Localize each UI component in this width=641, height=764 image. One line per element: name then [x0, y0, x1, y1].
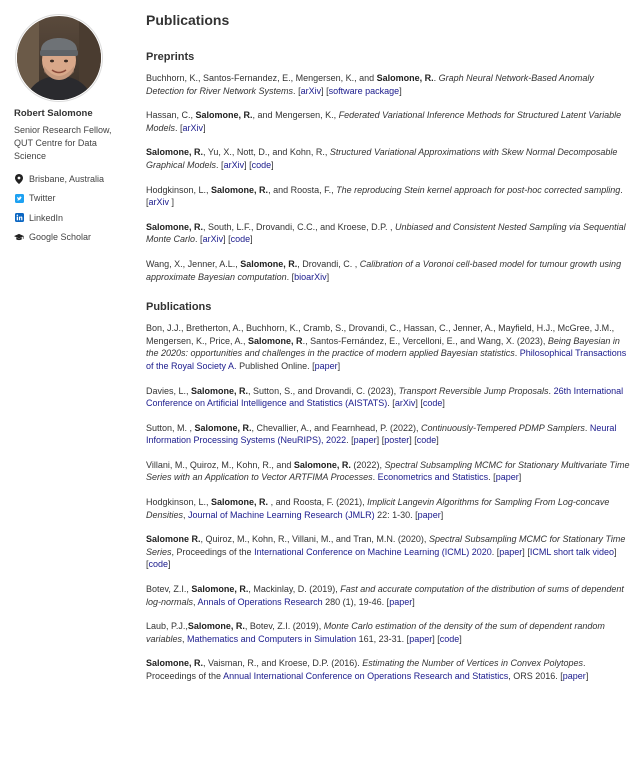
resource-link[interactable]: code	[422, 398, 443, 409]
location-row	[14, 169, 134, 189]
resource-link[interactable]: code	[251, 159, 272, 170]
publication-entry: Davies, L., Salomone, R., Sutton, S., and Drovandi, C. (2023), Transport Reversible Jump Proposals. 26th International Conference on Artificial Intelligence and Statistics (AISTATS). [arXiv] [code]	[146, 385, 624, 409]
entry-authors-rest: , Quiroz, M., Kohn, R., Villani, M., and Tran, M.N. (2020),	[200, 534, 429, 545]
entry-venue-prefix: .	[195, 234, 201, 245]
entry-venue-suffix: 22: 1-30.	[374, 509, 416, 520]
resource-link[interactable]: paper	[499, 546, 523, 557]
resource-link[interactable]: arXiv	[300, 85, 322, 96]
venue-link[interactable]: Journal of Machine Learning Research (JMLR)	[188, 509, 375, 520]
highlighted-author: Salomone, R.	[191, 385, 249, 396]
resource-link[interactable]: ICML short talk video	[529, 546, 615, 557]
publication-entry: Salomone, R., South, L.F., Drovandi, C.C., and Kroese, D.P. , Unbiased and Consistent Nested Sampling via Sequential Monte Carlo. [arXiv] [code]	[146, 221, 626, 245]
resource-link[interactable]: poster	[384, 435, 410, 446]
entry-authors: Wang, X., Jenner, A.L.,	[146, 258, 241, 269]
entry-venue-prefix: .	[286, 271, 292, 282]
highlighted-author: Salomone, R.	[240, 258, 298, 269]
highlighted-author: Salomone, R	[248, 335, 303, 346]
entry-title: Monte Carlo estimation of the density of the sum of dependent random variables	[146, 621, 605, 644]
map-pin-icon	[14, 174, 24, 184]
entry-authors: Sutton, M. ,	[146, 422, 195, 433]
publications-list	[146, 322, 634, 682]
entry-venue-prefix: .	[584, 422, 590, 433]
highlighted-author: Salomone, R.	[146, 658, 204, 669]
entry-authors-rest: ., Santos-Fernández, E., Vercelloni, E., and Wang, X. (2023),	[302, 335, 548, 346]
avatar	[15, 14, 103, 102]
publication-entry: Laub, P.J.,Salomone, R., Botev, Z.I. (2019), Monte Carlo estimation of the density of the sum of dependent random variables, Mathematics and Computers in Simulation 161, 23-31. [paper] [code]	[146, 621, 605, 644]
google-scholar-link[interactable]	[14, 228, 134, 248]
entry-venue-prefix: ,	[183, 509, 189, 520]
entry-authors-rest: , Botev, Z.I. (2019),	[244, 621, 324, 632]
entry-venue-prefix: . Proceedings of the	[146, 658, 586, 681]
preprints-heading: Preprints	[146, 51, 195, 63]
entry-title: Implicit Langevin Algorithms for Sampling From Log-concave Densities	[146, 497, 610, 520]
entry-authors-rest: (2022),	[350, 459, 385, 470]
entry-title: Graph Neural Network-Based Anomaly Detection for River Network Systems	[146, 73, 594, 96]
entry-venue-prefix: .	[175, 122, 181, 133]
resource-link[interactable]: arXiv	[182, 122, 204, 133]
entry-title: The reproducing Stein kernel approach for post-hoc corrected sampling	[336, 184, 621, 195]
resource-link[interactable]: software package	[328, 85, 400, 96]
resource-link[interactable]: paper	[417, 509, 441, 520]
resource-link[interactable]: code	[416, 435, 437, 446]
publication-entry: Villani, M., Quiroz, M., Kohn, R., and Salomone, R. (2022), Spectral Subsampling MCMC for Stationary Multivariate Time Series with an Application to Vector ARTFIMA Processes. Econometrics and Statistics. [paper]	[146, 459, 630, 483]
google-scholar-label: Google Scholar	[29, 232, 92, 243]
entry-venue-suffix: .	[346, 435, 352, 446]
entry-authors-rest: .	[433, 73, 439, 83]
linkedin-label: LinkedIn	[29, 212, 64, 223]
venue-link[interactable]: Annals of Operations Research	[197, 596, 323, 607]
resource-link[interactable]: arXiv	[202, 234, 224, 245]
entry-authors: Hassan, C.,	[146, 110, 196, 121]
author-name: Robert Salomone	[14, 108, 93, 119]
publications-heading: Publications	[146, 301, 212, 314]
entry-venue-prefix: ,	[182, 633, 188, 644]
resource-link[interactable]: paper	[562, 671, 586, 681]
entry-title: Unbiased and Consistent Nested Sampling via Sequential Monte Carlo	[146, 221, 626, 245]
venue-link[interactable]: Neural Information Processing Systems (NeuRIPS), 2022	[146, 422, 617, 446]
entry-title: Fast and accurate computation of the distribution of sums of dependent log-normals	[146, 584, 624, 607]
highlighted-author: Salomone, R.	[146, 221, 204, 232]
entry-authors-rest: , Mackinlay, D. (2019),	[248, 584, 341, 595]
highlighted-author: Salomone, R.	[187, 621, 245, 632]
entry-venue-suffix: 161, 23-31.	[356, 633, 407, 644]
entry-authors: Hodgkinson, L.,	[146, 497, 212, 508]
entry-authors-rest: , Chevallier, A., and Fearnhead, P. (2022),	[251, 422, 421, 433]
resource-link[interactable]: paper	[389, 596, 413, 607]
entry-title: Being Bayesian in the 2020s: opportunities and challenges in the practice of modern applied Bayesian statistics	[146, 335, 620, 359]
entry-venue-suffix: .	[387, 398, 393, 409]
main-content	[146, 12, 634, 695]
resource-link[interactable]: paper	[353, 435, 377, 446]
linkedin-link[interactable]	[14, 208, 134, 228]
entry-title: Spectral Subsampling MCMC for Stationary Multivariate Time Series with an Application to Vector ARTFIMA Processes	[146, 459, 630, 483]
highlighted-author: Salomone, R.	[211, 497, 269, 508]
author-bio: Senior Research Fellow, QUT Centre for Data Science	[14, 125, 112, 161]
venue-link[interactable]: Mathematics and Computers in Simulation	[187, 633, 357, 644]
resource-link[interactable]: paper	[409, 633, 433, 644]
entry-authors-rest: , Yu, X., Nott, D., and Kohn, R.,	[203, 147, 330, 158]
entry-title: Transport Reversible Jump Proposals	[398, 385, 549, 396]
entry-venue-prefix: .	[548, 385, 554, 396]
entry-venue-suffix: , ORS 2016.	[508, 671, 561, 681]
entry-venue-prefix: .	[620, 184, 623, 195]
entry-title: Federated Variational Inference Methods for Structured Latent Variable Models	[146, 110, 622, 133]
entry-title: Continuously-Tempered PDMP Samplers	[421, 422, 585, 433]
entry-authors-rest: , and Mengersen, K.,	[252, 110, 339, 121]
entry-venue-suffix: 280 (1), 19-46.	[322, 596, 387, 607]
resource-link[interactable]: arXiv	[394, 398, 416, 409]
highlighted-author: Salomone, R.	[195, 110, 253, 121]
entry-authors: Villani, M., Quiroz, M., Kohn, R., and	[146, 459, 294, 470]
highlighted-author: Salomone, R.	[376, 73, 434, 83]
entry-authors: Hodgkinson, L.,	[146, 184, 212, 195]
twitter-icon	[14, 193, 24, 203]
entry-title: Structured Variational Approximations with Skew Normal Decomposable Graphical Models	[146, 147, 618, 170]
publication-entry: Hassan, C., Salomone, R., and Mengersen, K., Federated Variational Inference Methods for Structured Latent Variable Models. [arXiv]	[146, 110, 622, 133]
author-sidebar	[14, 14, 134, 247]
entry-authors: Laub, P.J.,	[146, 621, 188, 632]
entry-venue-suffix: Published Online.	[236, 360, 313, 371]
entry-venue-prefix: .	[372, 472, 378, 483]
preprints-list	[146, 72, 634, 283]
entry-authors-rest: , and Roosta, F.,	[268, 184, 337, 195]
highlighted-author: Salomone, R.	[293, 459, 351, 470]
publication-entry: Salomone, R., Yu, X., Nott, D., and Kohn, R., Structured Variational Approximations with Skew Normal Decomposable Graphical Models. [arXiv] [code]	[146, 147, 618, 170]
entry-venue-suffix: .	[491, 546, 497, 557]
resource-link[interactable]: code	[148, 559, 169, 570]
venue-link[interactable]: Annual International Conference on Operations Research and Statistics	[223, 671, 509, 681]
entry-title: Spectral Subsampling MCMC for Stationary Time Series	[146, 534, 626, 557]
highlighted-author: Salomone, R.	[191, 584, 249, 595]
entry-authors-rest: , Vaisman, R., and Kroese, D.P. (2016).	[203, 658, 363, 669]
highlighted-author: Salomone, R.	[194, 422, 252, 433]
publication-entry: Hodgkinson, L., Salomone, R. , and Roosta, F. (2021), Implicit Langevin Algorithms for Sampling From Log-concave Densities, Journal of Machine Learning Research (JMLR) 22: 1-30. [paper]	[146, 497, 610, 520]
entry-title: Estimating the Number of Vertices in Convex Polytopes	[362, 658, 584, 669]
entry-venue-prefix: .	[293, 85, 299, 96]
entry-venue-prefix: , Proceedings of the	[171, 546, 255, 557]
resource-link[interactable]: code	[439, 633, 460, 644]
entry-venue-suffix: .	[488, 472, 494, 483]
entry-authors: Bon, J.J., Bretherton, A., Buchhorn, K., Cramb, S., Drovandi, C., Hassan, C., Jenner, A., Mayfield, H.J., McGree, J.M., Mengersen, K., Price, A.,	[146, 323, 615, 346]
page-title: Publications	[146, 12, 230, 28]
entry-authors: Buchhorn, K., Santos-Fernandez, E., Mengersen, K., and	[146, 73, 377, 83]
entry-authors: Botev, Z.I.,	[146, 584, 192, 595]
twitter-label: Twitter	[29, 193, 56, 204]
resource-link[interactable]: paper	[314, 360, 338, 371]
resource-link[interactable]: code	[230, 234, 251, 245]
resource-link[interactable]: paper	[495, 472, 519, 483]
entry-authors-rest: , South, L.F., Drovandi, C.C., and Kroese, D.P. ,	[203, 221, 395, 232]
publication-entry: Botev, Z.I., Salomone, R., Mackinlay, D. (2019), Fast and accurate computation of the distribution of sums of dependent log-normals, Annals of Operations Research 280 (1), 19-46. [paper]	[146, 584, 624, 607]
highlighted-author: Salomone R.	[146, 534, 201, 545]
entry-authors-rest: , and Roosta, F. (2021),	[268, 497, 368, 508]
resource-link[interactable]: arXiv	[223, 159, 245, 170]
entry-venue-prefix: .	[216, 159, 222, 170]
entry-authors-rest: , Sutton, S., and Drovandi, C. (2023),	[248, 385, 399, 396]
entry-venue-prefix: .	[514, 348, 520, 359]
graduation-cap-icon	[14, 232, 24, 242]
venue-link[interactable]: International Conference on Machine Learning (ICML) 2020	[254, 546, 492, 557]
venue-link[interactable]: Philosophical Transactions of the Royal Society A.	[146, 348, 627, 371]
venue-link[interactable]: Econometrics and Statistics	[377, 472, 489, 483]
resource-link[interactable]: bioarXiv	[294, 271, 327, 282]
publication-entry: Salomone, R., Vaisman, R., and Kroese, D.P. (2016). Estimating the Number of Vertices in Convex Polytopes. Proceedings of the Annual International Conference on Operations Research and Statistics, ORS 2016. [paper]	[146, 658, 589, 681]
avatar-photo	[17, 16, 101, 100]
highlighted-author: Salomone, R.	[211, 184, 269, 195]
resource-link[interactable]: arXiv	[148, 197, 172, 208]
venue-link[interactable]: 26th International Conference on Artificial Intelligence and Statistics (AISTATS)	[146, 385, 624, 409]
entry-authors-rest: , Drovandi, C. ,	[297, 258, 360, 269]
publication-entry: Hodgkinson, L., Salomone, R., and Roosta, F., The reproducing Stein kernel approach for post-hoc corrected sampling. [arXiv ]	[146, 184, 623, 208]
entry-authors: Davies, L.,	[146, 385, 192, 396]
publication-entry: Sutton, M. , Salomone, R., Chevallier, A., and Fearnhead, P. (2022), Continuously-Tempered PDMP Samplers. Neural Information Processing Systems (NeuRIPS), 2022. [paper] [poster] [code]	[146, 422, 617, 446]
author-links	[14, 169, 134, 247]
publication-entry: Buchhorn, K., Santos-Fernandez, E., Mengersen, K., and Salomone, R.. Graph Neural Network-Based Anomaly Detection for River Network Systems. [arXiv] [software package]	[146, 73, 594, 96]
publication-entry: Bon, J.J., Bretherton, A., Buchhorn, K., Cramb, S., Drovandi, C., Hassan, C., Jenner, A., Mayfield, H.J., McGree, J.M., Mengersen, K., Price, A., Salomone, R., Santos-Fernández, E., Vercelloni, E., and Wang, X. (2023), Being Bayesian in the 2020s: opportunities and challenges in the practice of modern applied Bayesian statistics. Philosophical Transactions of the Royal Society A. Published Online. [paper]	[146, 323, 627, 371]
highlighted-author: Salomone, R.	[146, 147, 204, 158]
entry-title: Calibration of a Voronoi cell-based model for tumour growth using approximate Bayesian computation	[146, 258, 622, 282]
linkedin-icon	[14, 213, 24, 223]
twitter-link[interactable]	[14, 189, 134, 209]
publication-entry: Salomone R., Quiroz, M., Kohn, R., Villani, M., and Tran, M.N. (2020), Spectral Subsampling MCMC for Stationary Time Series, Proceedings of the International Conference on Machine Learning (ICML) 2020. [paper] [ICML short talk video] [code]	[146, 534, 626, 570]
entry-venue-prefix: ,	[193, 596, 198, 607]
location-text: Brisbane, Australia	[29, 173, 105, 184]
publication-entry: Wang, X., Jenner, A.L., Salomone, R., Drovandi, C. , Calibration of a Voronoi cell-based model for tumour growth using approximate Bayesian computation. [bioarXiv]	[146, 258, 622, 282]
